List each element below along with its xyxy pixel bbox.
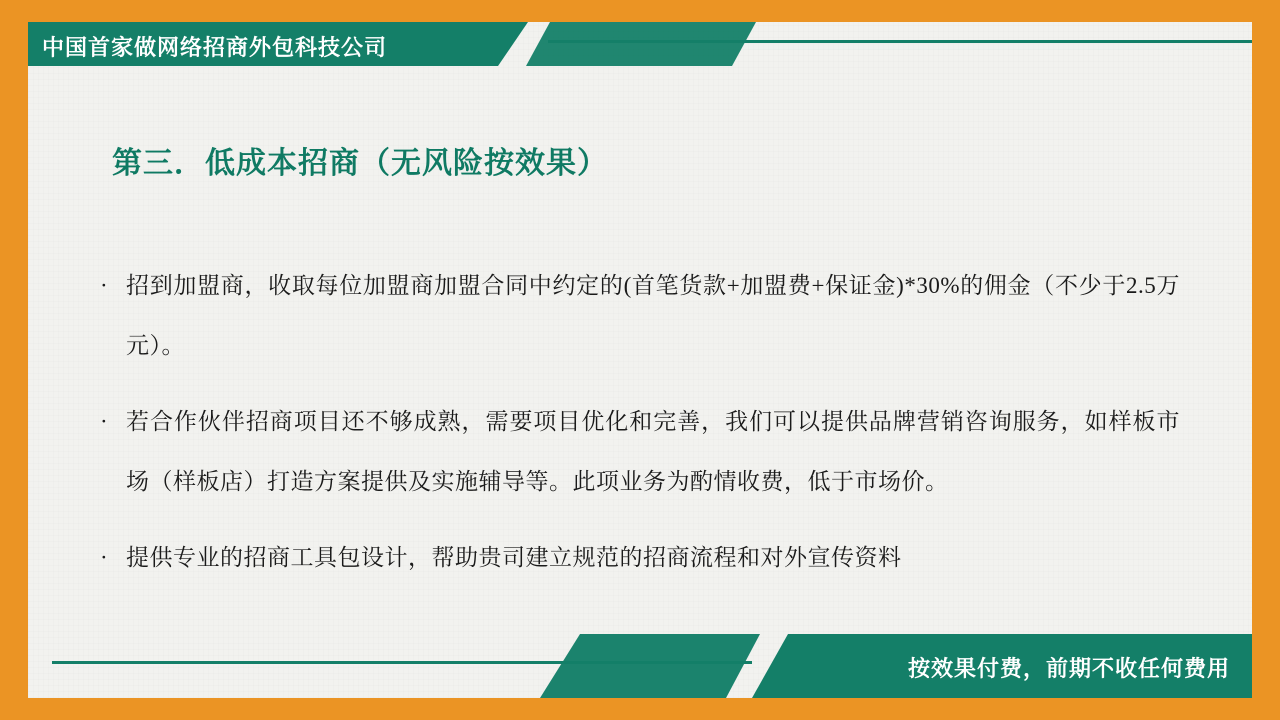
list-item-text: 提供专业的招商工具包设计，帮助贵司建立规范的招商流程和对外宣传资料 <box>126 545 902 570</box>
slide-footer-banner <box>28 634 1252 698</box>
footer-title: 按效果付费，前期不收任何费用 <box>907 656 1230 681</box>
list-item <box>100 256 1180 376</box>
list-item-text: 招到加盟商，收取每位加盟商加盟合同中约定的(首笔货款+加盟费+保证金)*30%的佣金（不少于2.5万元）。 <box>126 273 1180 358</box>
slide-header-banner <box>28 22 1252 66</box>
bullet-list <box>100 256 1180 604</box>
list-item <box>100 528 1180 588</box>
bullet-marker-icon: · <box>100 409 108 434</box>
footer-accent-shape-secondary <box>540 634 760 698</box>
header-accent-shape-secondary <box>526 22 756 66</box>
list-item-text: 若合作伙伴招商项目还不够成熟，需要项目优化和完善，我们可以提供品牌营销咨询服务，如样板市场（样板店）打造方案提供及实施辅导等。此项业务为酌情收费，低于市场价。 <box>126 409 1180 494</box>
bullet-marker-icon: · <box>100 273 108 298</box>
list-item <box>100 392 1180 512</box>
page-title: 第三．低成本招商（无风险按效果） <box>112 147 608 180</box>
header-title: 中国首家做网络招商外包科技公司 <box>42 35 388 60</box>
bullet-marker-icon: · <box>100 545 108 570</box>
